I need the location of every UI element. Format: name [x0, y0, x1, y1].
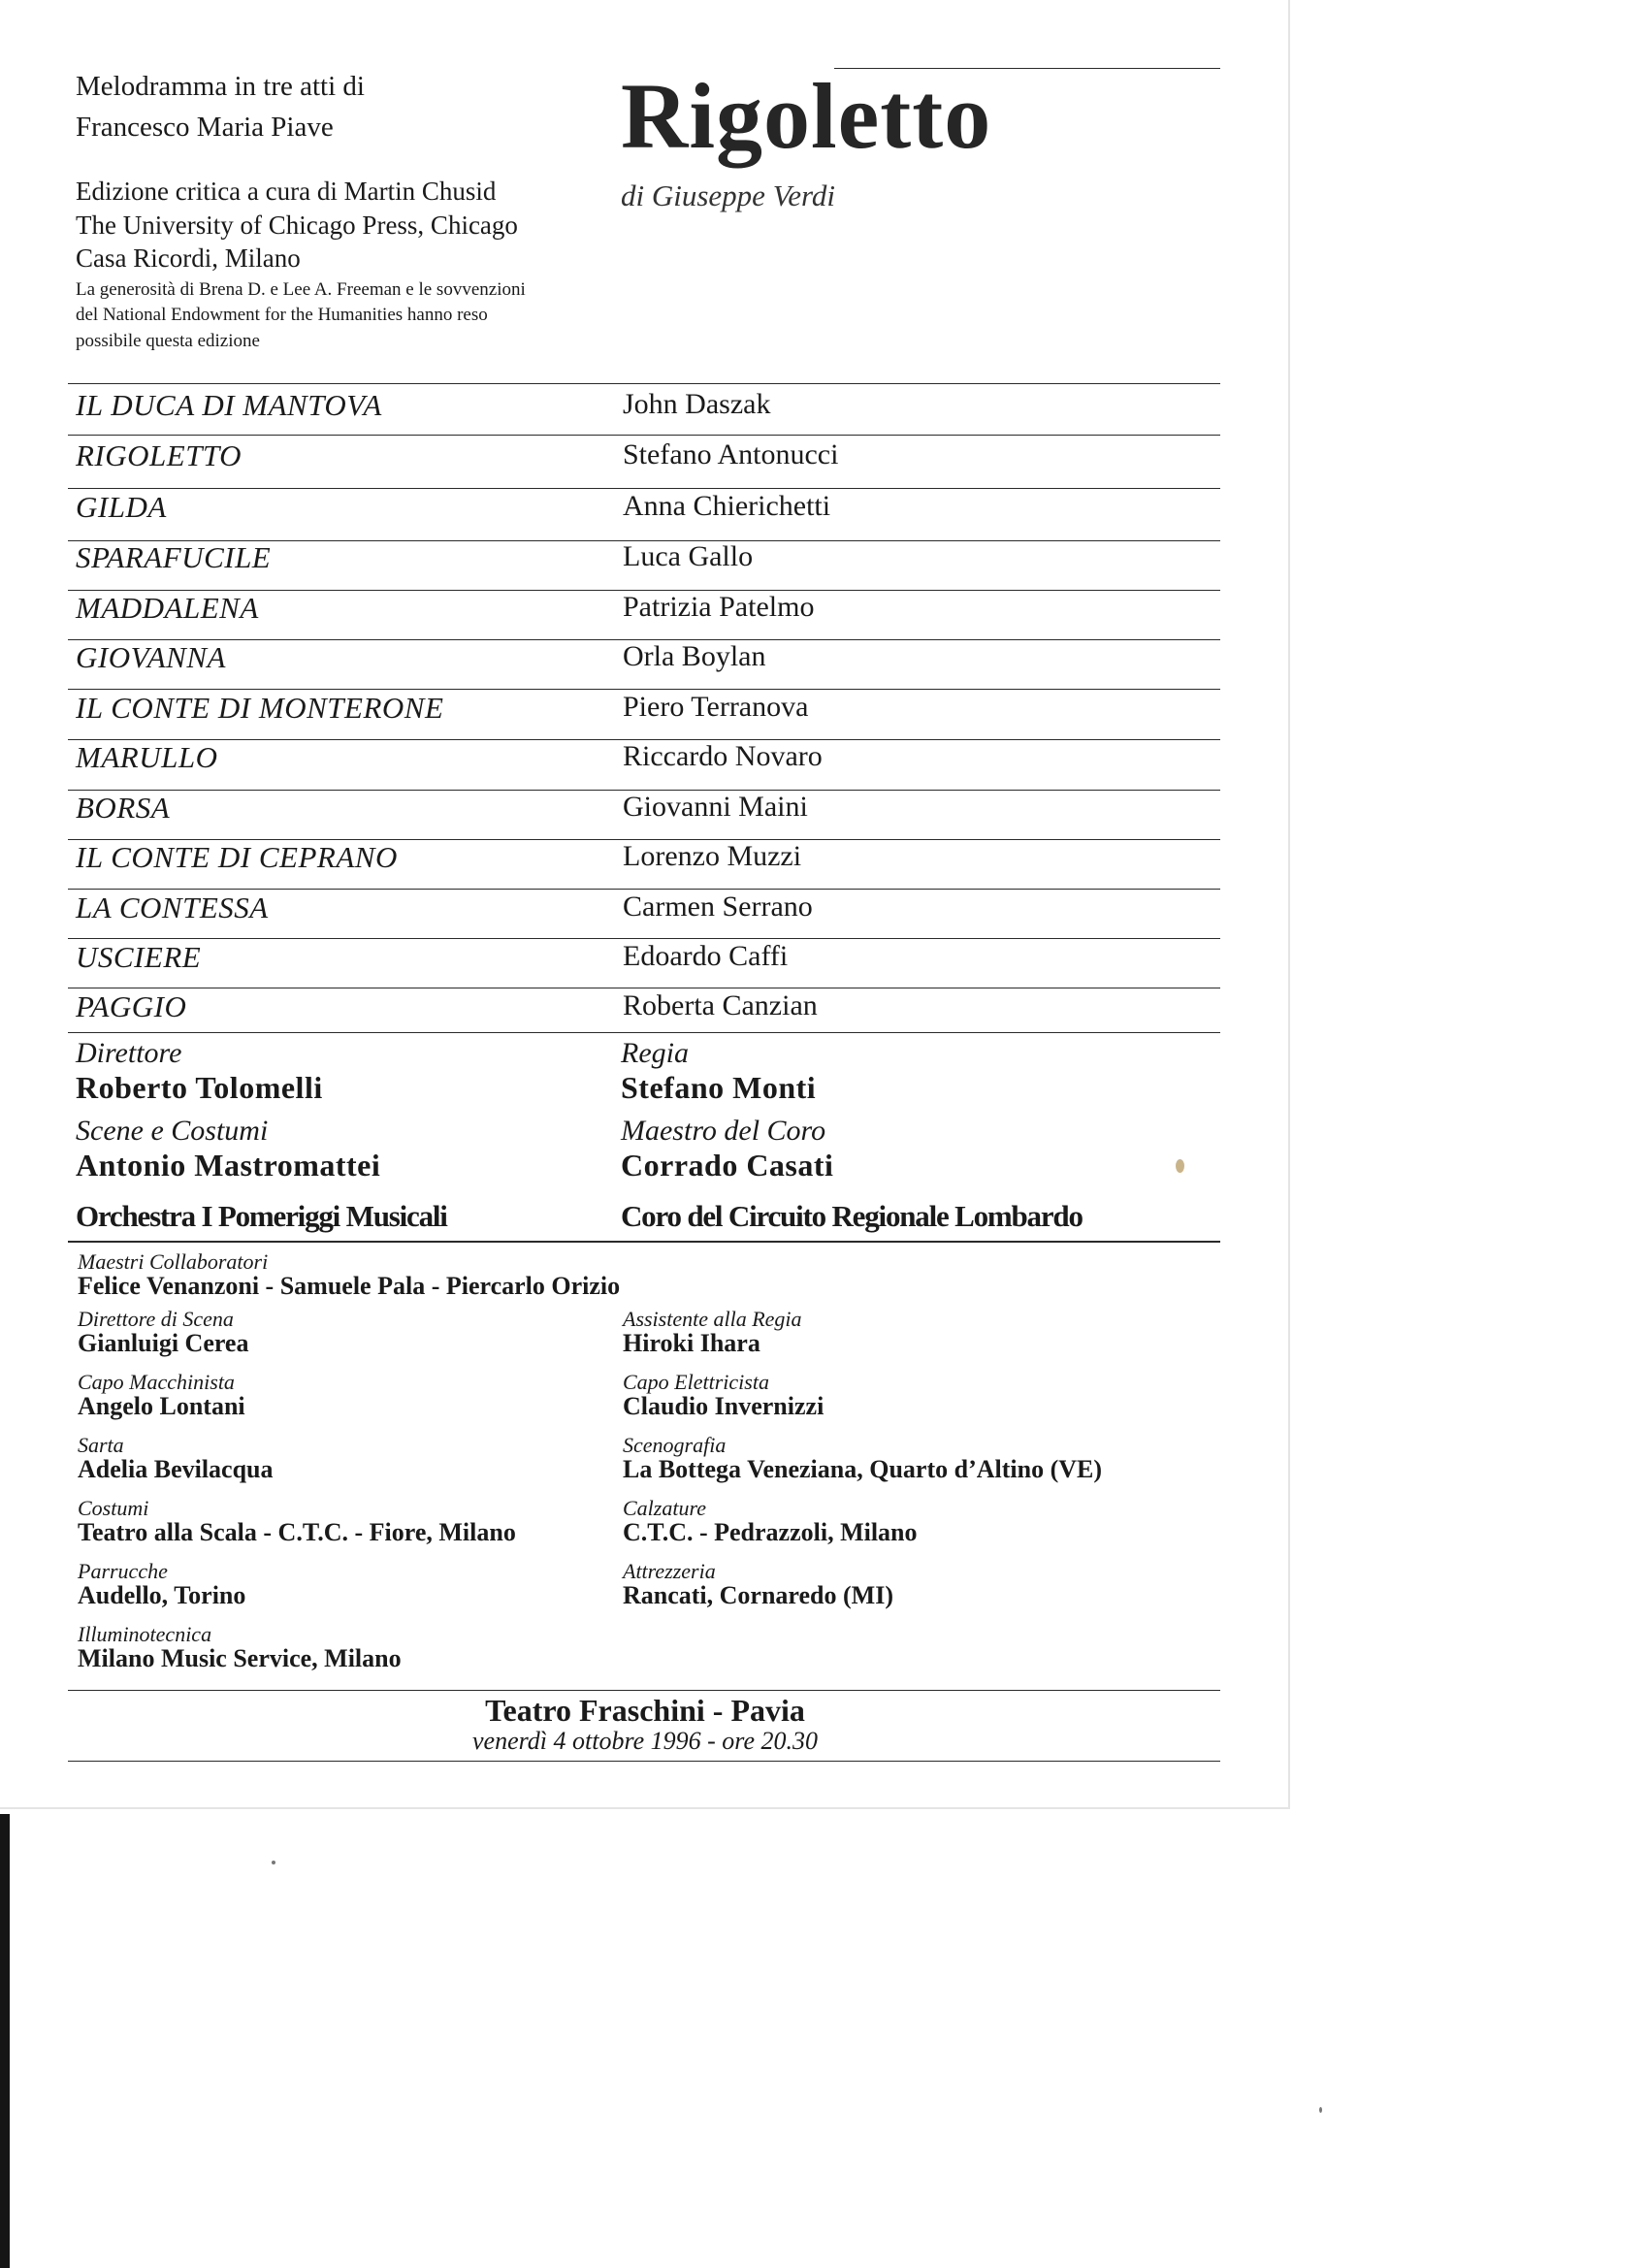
cast-singer: Carmen Serrano [623, 891, 813, 923]
cast-role: USCIERE [76, 940, 202, 974]
cast-singer: John Daszak [623, 388, 771, 420]
scan-speck [1319, 2107, 1322, 2113]
edition-line-1: Edizione critica a cura di Martin Chusid [76, 177, 497, 206]
cast-role: LA CONTESSA [76, 891, 269, 924]
staff-role-label: Calzature [623, 1496, 706, 1520]
staff-role-label: Direttore di Scena [78, 1307, 234, 1331]
footer-top-rule [68, 1690, 1220, 1691]
cast-role: SPARAFUCILE [76, 540, 272, 574]
composer-line: di Giuseppe Verdi [621, 178, 835, 212]
staff-role-label: Sarta [78, 1433, 124, 1457]
grant-line-3: possibile questa edizione [76, 331, 260, 351]
scan-border [0, 1814, 10, 2268]
page-title: Rigoletto [621, 64, 992, 168]
regia-label: Regia [621, 1037, 689, 1069]
cast-singer: Lorenzo Muzzi [623, 840, 802, 872]
date-line: venerdì 4 ottobre 1996 - ore 20.30 [472, 1727, 818, 1755]
venue-line: Teatro Fraschini - Pavia [485, 1693, 805, 1728]
staff-role-label: Capo Elettricista [623, 1370, 769, 1394]
staff-role-label: Assistente alla Regia [623, 1307, 802, 1331]
staff-person-name: Gianluigi Cerea [78, 1329, 249, 1357]
staff-person-name: Hiroki Ihara [623, 1329, 760, 1357]
cast-rule [68, 889, 1220, 890]
maestri-label: Maestri Collaboratori [78, 1249, 269, 1274]
cast-role: BORSA [76, 791, 171, 825]
staff-role-label: Illuminotecnica [78, 1622, 212, 1646]
scan-speck [1176, 1159, 1184, 1173]
chorus-master-label: Maestro del Coro [621, 1115, 826, 1147]
cast-rule [68, 435, 1220, 436]
scan-speck [272, 1861, 275, 1864]
cast-role: IL DUCA DI MANTOVA [76, 388, 382, 422]
cast-singer: Anna Chierichetti [623, 490, 831, 522]
libretto-line-2: Francesco Maria Piave [76, 112, 334, 143]
cast-rule [68, 488, 1220, 489]
scene-costumes-name: Antonio Mastromattei [76, 1148, 381, 1183]
chorus-master-name: Corrado Casati [621, 1148, 834, 1183]
cast-role: PAGGIO [76, 989, 187, 1023]
staff-person-name: Milano Music Service, Milano [78, 1644, 402, 1672]
regia-name: Stefano Monti [621, 1070, 817, 1105]
staff-person-name: La Bottega Veneziana, Quarto d’Altino (VE) [623, 1455, 1102, 1483]
grant-line-1: La generosità di Brena D. e Lee A. Freeman e le sovvenzioni [76, 279, 526, 300]
cast-singer: Giovanni Maini [623, 791, 808, 823]
cast-singer: Roberta Canzian [623, 989, 818, 1021]
staff-person-name: Claudio Invernizzi [623, 1392, 824, 1420]
maestri-names: Felice Venanzoni - Samuele Pala - Piercarlo Orizio [78, 1272, 621, 1300]
staff-role-label: Costumi [78, 1496, 149, 1520]
cast-singer: Orla Boylan [623, 640, 766, 672]
cast-role: MARULLO [76, 740, 218, 774]
staff-divider [68, 1241, 1220, 1243]
cast-rule [68, 689, 1220, 690]
footer-bottom-rule [68, 1761, 1220, 1762]
cast-singer: Patrizia Patelmo [623, 591, 815, 623]
staff-role-label: Attrezzeria [623, 1559, 716, 1583]
cast-rule [68, 1032, 1220, 1033]
scene-costumes-label: Scene e Costumi [76, 1115, 269, 1147]
cast-role: GILDA [76, 490, 167, 524]
staff-person-name: Adelia Bevilacqua [78, 1455, 274, 1483]
director-name: Roberto Tolomelli [76, 1070, 323, 1105]
edition-line-3: Casa Ricordi, Milano [76, 243, 301, 273]
staff-person-name: Rancati, Cornaredo (MI) [623, 1581, 893, 1609]
cast-rule [68, 383, 1220, 384]
staff-role-label: Parrucche [78, 1559, 168, 1583]
cast-role: GIOVANNA [76, 640, 226, 674]
cast-singer: Edoardo Caffi [623, 940, 789, 972]
staff-person-name: Teatro alla Scala - C.T.C. - Fiore, Milano [78, 1518, 516, 1546]
cast-singer: Piero Terranova [623, 691, 809, 723]
cast-rule [68, 938, 1220, 939]
staff-person-name: C.T.C. - Pedrazzoli, Milano [623, 1518, 918, 1546]
cast-role: RIGOLETTO [76, 438, 242, 472]
staff-role-label: Scenografia [623, 1433, 727, 1457]
staff-role-label: Capo Macchinista [78, 1370, 235, 1394]
libretto-line-1: Melodramma in tre atti di [76, 71, 365, 102]
cast-role: MADDALENA [76, 591, 259, 625]
staff-person-name: Audello, Torino [78, 1581, 246, 1609]
cast-role: IL CONTE DI CEPRANO [76, 840, 398, 874]
grant-line-2: del National Endowment for the Humanities hanno reso [76, 305, 488, 325]
staff-person-name: Angelo Lontani [78, 1392, 245, 1420]
cast-role: IL CONTE DI MONTERONE [76, 691, 444, 725]
cast-singer: Riccardo Novaro [623, 740, 823, 772]
cast-singer: Luca Gallo [623, 540, 754, 572]
edition-line-2: The University of Chicago Press, Chicago [76, 211, 518, 240]
orchestra-name: Orchestra I Pomeriggi Musicali [76, 1199, 447, 1233]
cast-singer: Stefano Antonucci [623, 438, 839, 470]
chorus-name: Coro del Circuito Regionale Lombardo [621, 1199, 1083, 1233]
director-label: Direttore [76, 1037, 182, 1069]
